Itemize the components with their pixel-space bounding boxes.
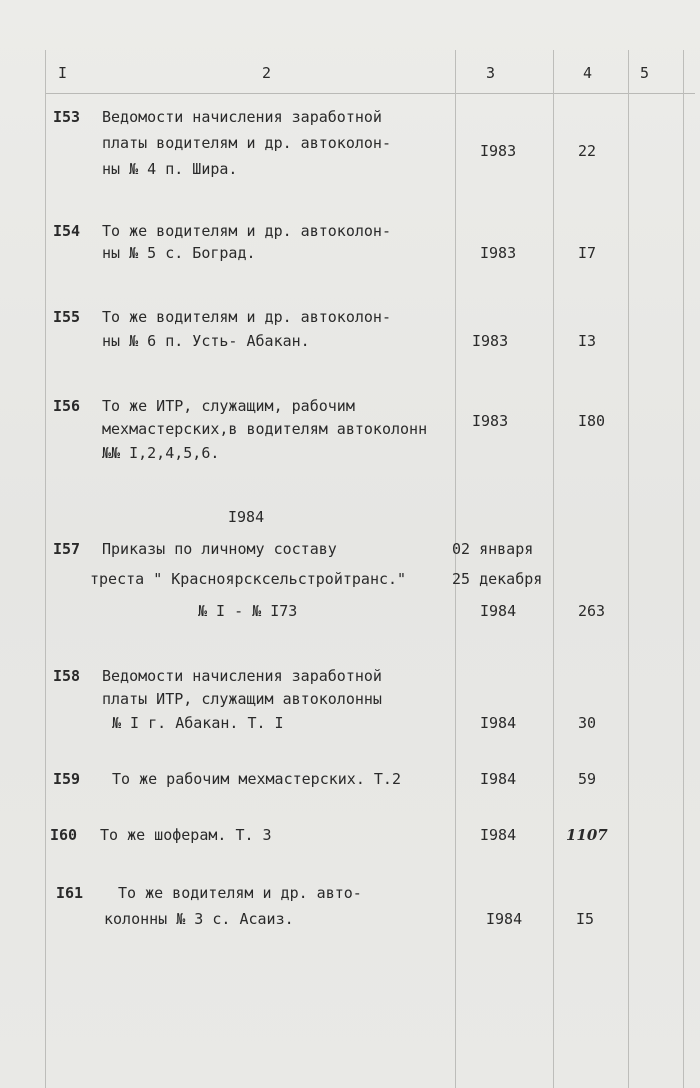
row-sheet-count: 263	[578, 602, 606, 620]
row-sheet-count: 30	[578, 714, 597, 732]
row-year: I983	[472, 332, 509, 350]
row-date-from: 02 января	[452, 540, 534, 558]
year-heading: I984	[228, 508, 265, 526]
row-title-line: Ведомости начисления заработной	[102, 667, 382, 685]
row-title-line: мехмастерских,в водителям автоколонн	[102, 420, 428, 438]
row-title-line: № I г. Абакан. Т. I	[112, 714, 284, 732]
row-sheet-count: I3	[578, 332, 597, 350]
row-number: I57	[53, 540, 81, 558]
header-col-5: 5	[640, 64, 650, 82]
row-title-line: платы водителям и др. автоколон-	[102, 134, 391, 152]
row-year: I984	[480, 826, 517, 844]
row-number: I58	[53, 667, 81, 685]
column-rule-1	[45, 50, 46, 1088]
row-number: I59	[53, 770, 81, 788]
row-number: I54	[53, 222, 81, 240]
row-year: I984	[480, 714, 517, 732]
column-rule-5	[683, 50, 684, 1088]
row-sheet-count-handwritten: 1107	[566, 826, 608, 844]
row-title-line: № I - № I73	[198, 602, 298, 620]
row-number: I55	[53, 308, 81, 326]
row-year: I984	[480, 602, 517, 620]
header-col-4: 4	[583, 64, 593, 82]
row-title-line: ны № 6 п. Усть- Абакан.	[102, 332, 310, 350]
row-title-line: Ведомости начисления заработной	[102, 108, 382, 126]
row-date-to: 25 декабря	[452, 570, 543, 588]
row-title-line: №№ I,2,4,5,6.	[102, 444, 220, 462]
row-title-line: То же водителям и др. автоколон-	[102, 222, 391, 240]
row-title-line: ны № 5 с. Боград.	[102, 244, 256, 262]
row-year: I983	[480, 244, 517, 262]
row-title-line: То же ИТР, служащим, рабочим	[102, 397, 355, 415]
row-year: I984	[480, 770, 517, 788]
row-year: I983	[480, 142, 517, 160]
header-col-1: I	[58, 64, 68, 82]
row-sheet-count: I5	[576, 910, 595, 928]
row-title-line: ны № 4 п. Шира.	[102, 160, 238, 178]
row-title-line: То же шоферам. Т. 3	[100, 826, 272, 844]
row-sheet-count: 22	[578, 142, 597, 160]
row-number: I56	[53, 397, 81, 415]
row-sheet-count: 59	[578, 770, 597, 788]
column-rule-3	[553, 50, 554, 1088]
row-title-line: То же водителям и др. автоколон-	[102, 308, 391, 326]
header-rule	[45, 93, 695, 94]
row-number: I60	[50, 826, 78, 844]
row-title-line: То же рабочим мехмастерских. Т.2	[112, 770, 401, 788]
column-rule-4	[628, 50, 629, 1088]
row-number: I53	[53, 108, 81, 126]
header-col-2: 2	[262, 64, 272, 82]
row-sheet-count: I7	[578, 244, 597, 262]
row-title-line: То же водителям и др. авто-	[118, 884, 362, 902]
row-year: I983	[472, 412, 509, 430]
header-col-3: 3	[486, 64, 496, 82]
row-title-line: Приказы по личному составу	[102, 540, 337, 558]
row-year: I984	[486, 910, 523, 928]
row-title-line: колонны № 3 с. Асаиз.	[104, 910, 294, 928]
row-title-line: треста " Красноярсксельстройтранс."	[90, 570, 407, 588]
row-sheet-count: I80	[578, 412, 606, 430]
row-title-line: платы ИТР, служащим автоколонны	[102, 690, 382, 708]
row-number: I61	[56, 884, 84, 902]
